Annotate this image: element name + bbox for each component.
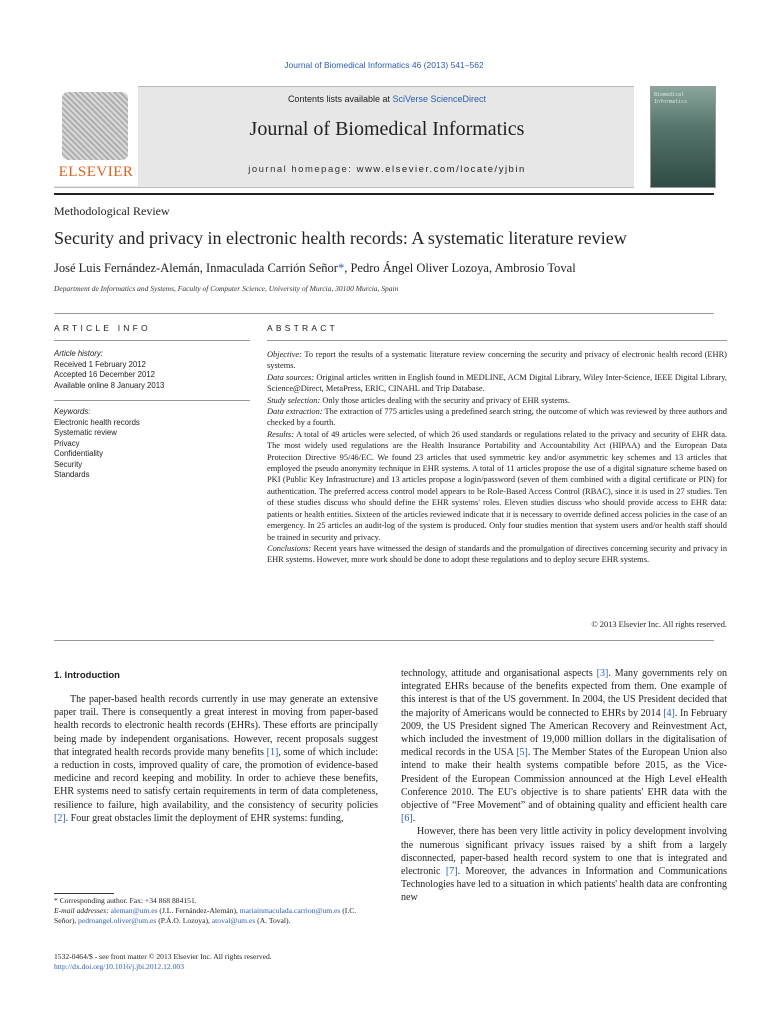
keyword: Standards xyxy=(54,470,90,479)
body-text: . Four great obstacles limit the deployment of EHR systems: funding, xyxy=(65,812,344,824)
abstract-body xyxy=(267,349,727,566)
journal-title: Journal of Biomedical Informatics xyxy=(249,118,525,140)
body-paragraph xyxy=(401,825,727,904)
email-owner: (A. Toval). xyxy=(255,916,291,926)
received-date: Received 1 February 2012 xyxy=(54,359,146,369)
body-paragraph xyxy=(54,693,378,825)
body-right-column xyxy=(401,667,727,905)
abstract-divider xyxy=(267,340,727,341)
email-addresses xyxy=(54,906,378,926)
email-link[interactable]: pedroangel.oliver@um.es xyxy=(78,916,157,926)
corresponding-author-mark[interactable]: * xyxy=(337,261,345,275)
contents-line xyxy=(140,94,634,104)
body-text: , some of which include: a reduction in costs, improved quality of care, the promotion of evidence-based medicine and record keeping and mobility. In order to achieve these benefits, EHR systems need to satisfy certain requirements in term of data completeness, resilience to failure, high availability, and the consistency of security policies xyxy=(54,746,378,811)
corresponding-author-note: * Corresponding author. Fax: +34 868 884151. xyxy=(54,896,197,905)
abstract-results xyxy=(267,429,727,543)
body-text: However, there has been very little activity in policy development involving the numerous significant privacy issues raised by a shift from a largely disconnected, paper-based health record system to one that is integrated and electronic xyxy=(401,826,727,878)
body-text: . Moreover, the advances in Information and Communications Technologies have led to a situation in which patients' health data are confronting new xyxy=(401,866,728,904)
doi-link[interactable]: http://dx.doi.org/10.1016/j.jbi.2012.12.003 xyxy=(54,962,185,972)
abstract-objective xyxy=(267,349,727,372)
accepted-date: Accepted 16 December 2012 xyxy=(54,370,155,379)
body-text: . xyxy=(412,813,416,825)
extraction-label: Data extraction: xyxy=(267,407,323,417)
footnotes xyxy=(54,896,378,927)
body-text: technology, attitude and organisational aspects xyxy=(401,668,597,679)
keywords-label: Keywords: xyxy=(54,407,91,416)
header-divider xyxy=(54,193,714,195)
reference-link[interactable]: [3] xyxy=(596,668,609,679)
body-paragraph xyxy=(401,667,727,825)
body-text: . The Member States of the European Union also intend to make their health systems compatible before 2015, as the Vice-President of the European Commission announced at the High Level eHealth Conference 2010. The EU's objective is to share patients' EHR data with the objective of “Free Movement” and of obtaining quality and efficient health care xyxy=(401,747,727,812)
journal-citation-link[interactable]: Journal of Biomedical Informatics 46 (2013) 541–562 xyxy=(284,60,484,70)
extraction-text: The extraction of 775 articles using a predefined search string, the outcome of which was reviewed by three authors and checked by a fourth. xyxy=(267,407,727,428)
article-title: Security and privacy in electronic health records: A systematic literature review xyxy=(54,228,627,248)
front-matter xyxy=(54,952,378,972)
reference-link[interactable]: [5] xyxy=(516,747,528,759)
homepage-prefix: journal homepage: xyxy=(248,164,357,175)
keyword: Electronic health records xyxy=(54,417,140,427)
contents-prefix: Contents lists available at xyxy=(287,94,393,104)
article-info-divider xyxy=(54,340,250,341)
keyword: Confidentiality xyxy=(54,449,103,458)
abstract-sources xyxy=(267,372,727,395)
objective-label: Objective: xyxy=(267,350,302,359)
reference-link[interactable]: [7] xyxy=(445,866,458,878)
email-owner: (P.Á.O. Lozoya), xyxy=(156,916,212,926)
footnote-divider xyxy=(54,893,114,894)
author-affiliation: Department de Informatics and Systems, Faculty of Computer Science, University of Murcia, 30100 Murcia, Spain xyxy=(54,284,399,293)
sources-label: Data sources: xyxy=(267,372,315,382)
email-label: E-mail addresses: xyxy=(54,906,109,916)
abstract-bottom-divider xyxy=(54,640,714,641)
email-link[interactable]: atoval@um.es xyxy=(211,916,256,926)
abstract-extraction xyxy=(267,406,727,429)
conclusions-label: Conclusions: xyxy=(267,543,312,553)
homepage-link[interactable]: www.elsevier.com/locate/yjbin xyxy=(356,164,526,175)
journal-homepage xyxy=(140,164,634,175)
history-divider xyxy=(54,400,250,401)
conclusions-text: Recent years have witnessed the design of standards and the promulgation of directives concerning security and privacy in EHR systems. However, more work should be done to adopt these regulations and to deploy secure EHR systems. xyxy=(267,543,728,565)
sciencedirect-link[interactable]: SciVerse ScienceDirect xyxy=(392,94,487,104)
article-history xyxy=(54,349,250,391)
results-label: Results: xyxy=(267,429,294,439)
abstract-selection xyxy=(267,395,727,406)
online-date: Available online 8 January 2013 xyxy=(54,380,165,390)
body-text: The paper-based health records currently in use may generate an extensive paper trail. There is consequently a great interest in moving from paper-based health records to electronic health records (EHRs). These efforts are principally being made by independent organisations. However, recent proposals suggest that integrated health records provide many benefits xyxy=(54,694,378,758)
body-text: . In February 2009, the US President signed The American Recovery and Reinvestment Act, which included the investment of 19,000 million dollars in the digitalisation of medical records in the USA xyxy=(401,707,727,759)
objective-text: To report the results of a systematic literature review concerning the security and privacy of electronic health record (EHR) systems. xyxy=(267,350,727,371)
article-info-heading: ARTICLE INFO xyxy=(54,323,151,333)
article-type: Methodological Review xyxy=(54,204,170,218)
history-label: Article history: xyxy=(54,349,103,358)
selection-text: Only those articles dealing with the security and privacy of EHR systems. xyxy=(322,395,570,405)
publisher-logo: ELSEVIER xyxy=(58,164,134,180)
abstract-copyright: © 2013 Elsevier Inc. All rights reserved. xyxy=(591,620,727,629)
abstract-heading: ABSTRACT xyxy=(267,323,338,333)
front-matter-text: 1532-0464/$ - see front matter © 2013 Elsevier Inc. All rights reserved. xyxy=(54,952,272,961)
email-link[interactable]: mariainmaculada.carrion@um.es xyxy=(239,906,341,916)
email-owner: (I.C. Señor), xyxy=(54,906,357,926)
results-text: A total of 49 articles were selected, of which 26 used standards or regulations related to the privacy and security of EHR data. The most widely used regulations are the Health Insurance Portability and Accountability Act (HIPAA) and the European Data Protection Directive 95/46/EC. We found 23 articles that used symmetric key and/or asymmetric key schemes and 13 articles that employed the pseudo anonymity technique in EHR systems. A total of 11 articles propose the use of a digital signature scheme based on PKI (Public Key Infrastructure) and 13 articles propose a login/password (seven of them combined with a digital certificate or PIN) for authentication. The preferred access control model appears to be Role-Based Access Control (RBAC), since it is used in 27 studies. Ten of these studies discuss who should define the EHR systems' roles. Eleven studies discuss who should provide access to EHR data: patients or health entities. Sixteen of the articles reviewed indicate that it is necessary to override defined access policies in the case of an emergency. In 25 articles an audit-log of the system is produced. Only four studies mention that system users and/or health staff should be trained in security and privacy. xyxy=(267,429,728,542)
journal-cover-title: Biomedical Informatics xyxy=(654,92,688,105)
section-heading: 1. Introduction xyxy=(54,670,120,681)
authors-first: José Luis Fernández-Alemán, Inmaculada Carrión Señor xyxy=(54,261,338,275)
authors-rest: , Pedro Ángel Oliver Lozoya, Ambrosio Toval xyxy=(344,261,576,275)
keyword: Systematic review xyxy=(54,428,117,437)
selection-label: Study selection: xyxy=(267,395,321,405)
keyword: Security xyxy=(54,459,83,469)
reference-link[interactable]: [4] xyxy=(663,707,675,719)
email-link[interactable]: aleman@um.es xyxy=(110,906,158,916)
email-owner: (J.L. Fernández-Alemán), xyxy=(157,906,240,916)
author-list xyxy=(54,261,734,276)
keywords-block xyxy=(54,407,250,481)
reference-link[interactable]: [2] xyxy=(54,812,66,824)
body-text: . Many governments rely on integrated EHRs because of the benefits expected from them. One example of this interest is that of the US government. In 2004, the US President decided that the majority of Americans would be connected to EHRs by 2014 xyxy=(401,668,727,719)
sources-text: Original articles written in English found in MEDLINE, ACM Digital Library, Wiley Inter-Science, IEEE Digital Library, Science@Direct, MetaPress, ERIC, CINAHL and Trip Database. xyxy=(267,372,728,394)
reference-link[interactable]: [1] xyxy=(266,746,279,758)
abstract-conclusions xyxy=(267,543,727,566)
affiliation-divider xyxy=(54,313,714,314)
elsevier-tree-icon xyxy=(62,92,128,160)
reference-link[interactable]: [6] xyxy=(401,813,413,825)
body-left-column xyxy=(54,693,378,825)
keyword: Privacy xyxy=(54,438,80,448)
